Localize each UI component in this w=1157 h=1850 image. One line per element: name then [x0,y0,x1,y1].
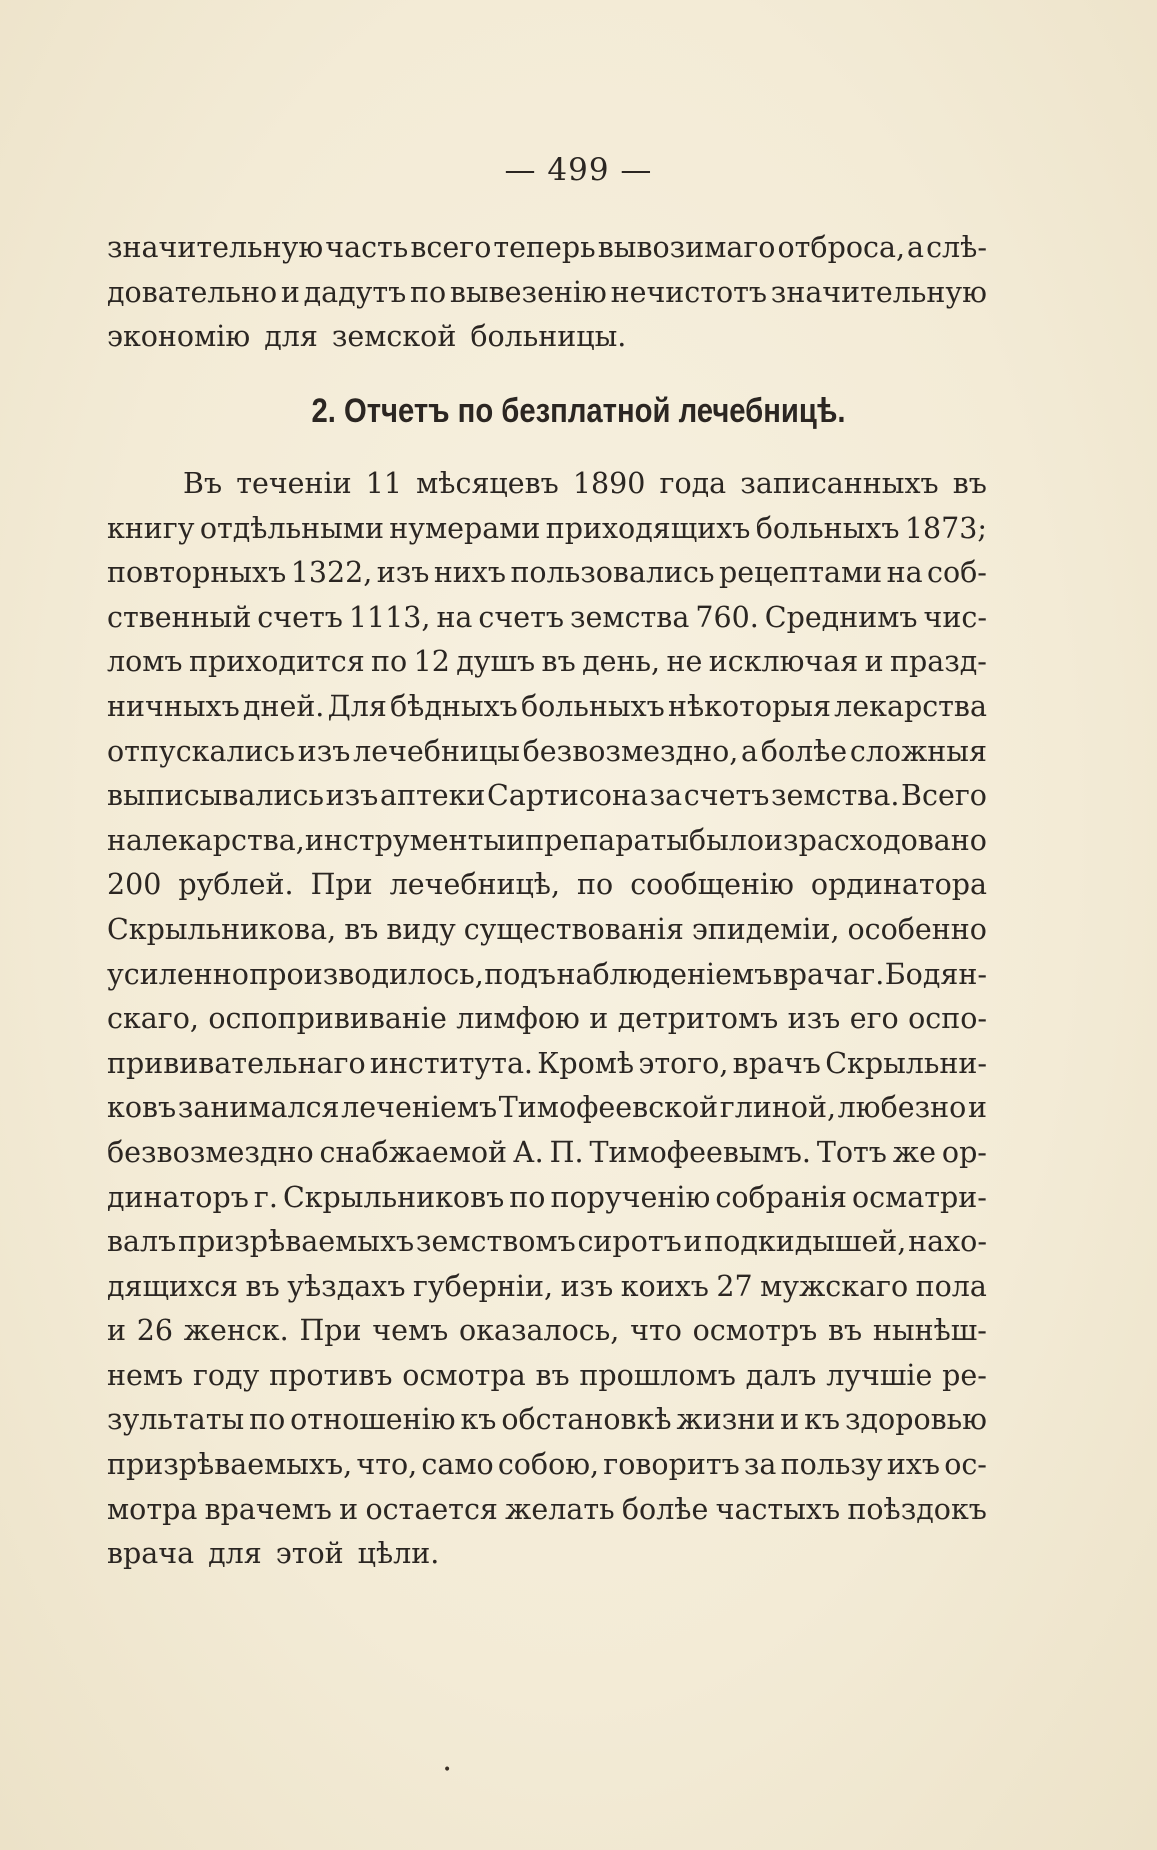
text-line: усиленно производилось, подъ наблюденіемъ врача г. Бодян- [107,957,987,991]
footer-mark: • [443,1762,452,1778]
text-line: экономію для земской больницы. [107,320,627,354]
text-line: и 26 женск. При чемъ оказалось, что осмотръ въ нынѣш- [107,1314,987,1348]
text-line: безвозмездно снабжаемой А. П. Тимофеевымъ. Тотъ же ор- [107,1135,987,1169]
text-line: призрѣваемыхъ, что, само собою, говоритъ за пользу ихъ ос- [107,1448,987,1482]
text-line: динаторъ г. Скрыльниковъ по порученію собранія осматри- [107,1180,987,1214]
text-line: ковъ занимался леченіемъ Тимофеевской глиной, любезно и [107,1091,987,1125]
text-line: довательно и дадутъ по вывезенію нечистотъ значительную [107,275,987,309]
text-line: прививательнаго института. Кромѣ этого, врачъ Скрыльни- [107,1046,987,1080]
text-line: 200 рублей. При лечебницѣ, по сообщенію ординатора [107,868,987,902]
text-line: ственный счетъ 1113, на счетъ земства 760. Среднимъ чис- [107,600,987,634]
text-line: книгу отдѣльными нумерами приходящихъ больныхъ 1873; [107,511,987,545]
text-line: зультаты по отношенію къ обстановкѣ жизни и къ здоровью [107,1403,987,1437]
text-line: Въ теченіи 11 мѣсяцевъ 1890 года записанныхъ въ [183,467,987,500]
text-line: дящихся въ уѣздахъ губерніи, изъ коихъ 27 мужскаго пола [107,1269,987,1303]
section-heading: 2. Отчетъ по безплатной лечебницѣ. [311,392,846,430]
text-line: немъ году противъ осмотра въ прошломъ далъ лучшіе ре- [107,1358,987,1392]
page-number: — 499 — [504,152,653,188]
text-line: врача для этой цѣли. [107,1537,440,1571]
text-line: Скрыльникова, въ виду существованія эпидеміи, особенно [107,912,987,946]
intro-paragraph [107,226,987,360]
text-line: ничныхъ дней. Для бѣдныхъ больныхъ нѣкоторыя лекарства [107,689,987,723]
body-paragraph [107,462,987,1577]
text-line: мотра врачемъ и остается желать болѣе частыхъ поѣздокъ [107,1492,987,1526]
text-line: скаго, оспопрививаніе лимфою и детритомъ изъ его оспо- [107,1002,987,1036]
text-line: выписывались изъ аптеки Сартисона за счетъ земства. Всего [107,779,987,813]
text-line: отпускались изъ лечебницы безвозмездно, а болѣе сложныя [107,734,987,768]
text-line: валъ призрѣваемыхъ земствомъ сиротъ и подкидышей, нахо- [107,1225,987,1259]
text-line: повторныхъ 1322, изъ нихъ пользовались рецептами на соб- [107,556,987,590]
text-line: на лекарства, инструменты и препараты было израсходовано [107,823,987,857]
text-line: ломъ приходится по 12 душъ въ день, не исключая и празд- [107,645,987,679]
text-line: значительную часть всего теперь вывозимаго отброса, а слѣ- [107,231,987,264]
